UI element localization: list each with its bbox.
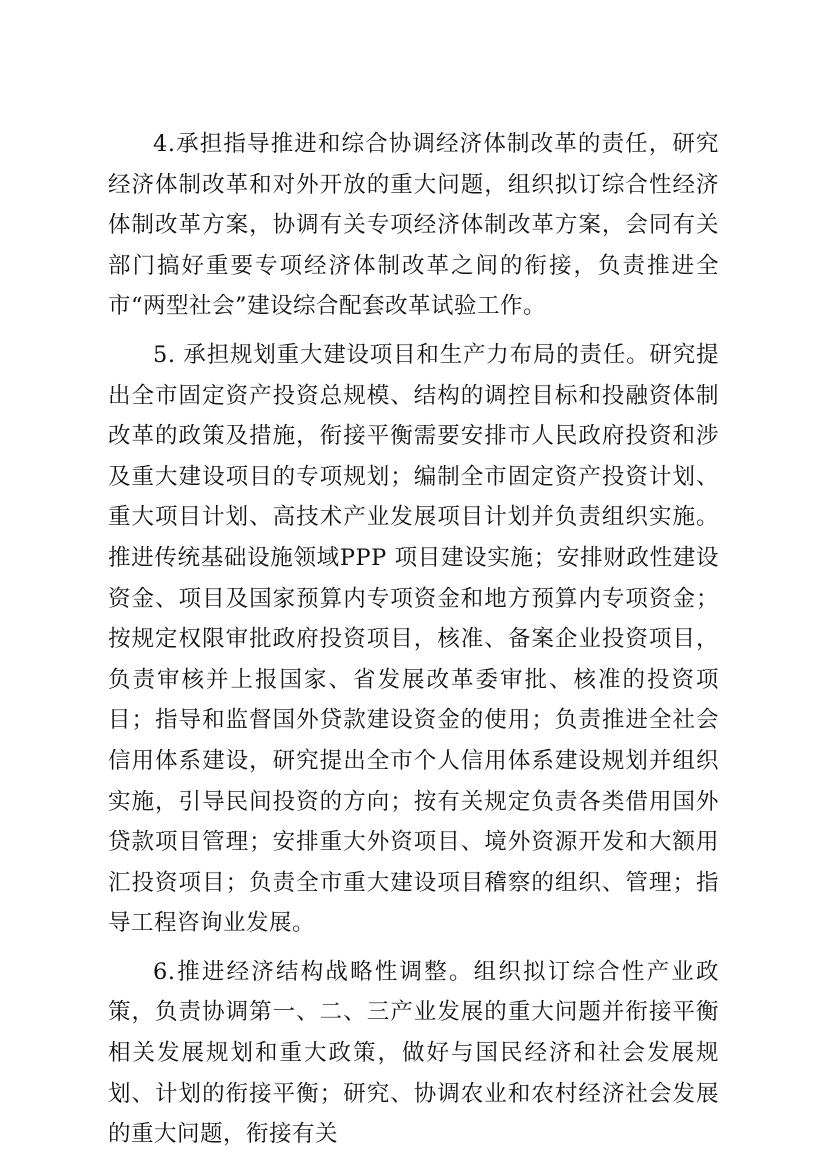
paragraph-item-4: 4.承担指导推进和综合协调经济体制改革的责任，研究经济体制改革和对外开放的重大问题，组织拟订综合性经济体制改革方案，协调有关专项经济体制改革方案，会同有关部门搞好重要专项经济体制改革之间的衔接，负责推进全市“两型社会”建设综合配套改革试验工作。 bbox=[108, 131, 719, 320]
paragraph-item-5: 5. 承担规划重大建设项目和生产力布局的责任。研究提出全市固定资产投资总规模、结构的调控目标和投融资体制改革的政策及措施，衔接平衡需要安排市人民政府投资和涉及重大建设项目的专项规划；编制全市固定资产投资计划、重大项目计划、高技术产业发展项目计划并负责组织实施。推进传统基础设施领域PPP 项目建设实施；安排财政性建设资金、项目及国家预算内专项资金和地方预算内专项资金；按规定权限审批政府投资项目，核准、备案企业投资项目，负责审核并上报国家、省发展改革委审批、核准的投资项目；指导和监督国外贷款建设资金的使用；负责推进全社会信用体系建设，研究提出全市个人信用体系建设规划并组织实施，引导民间投资的方向；按有关规定负责各类借用国外贷款项目管理；安排重大外资项目、境外资源开发和大额用汇投资项目；负责全市重大建设项目稽察的组织、管理；指导工程咨询业发展。 bbox=[108, 341, 719, 937]
paragraph-item-6: 6.推进经济结构战略性调整。组织拟订综合性产业政策，负责协调第一、二、三产业发展的重大问题并衔接平衡相关发展规划和重大政策，做好与国民经济和社会发展规划、计划的衔接平衡；研究、协调农业和农村经济社会发展的重大问题，衔接有关 bbox=[108, 958, 719, 1148]
